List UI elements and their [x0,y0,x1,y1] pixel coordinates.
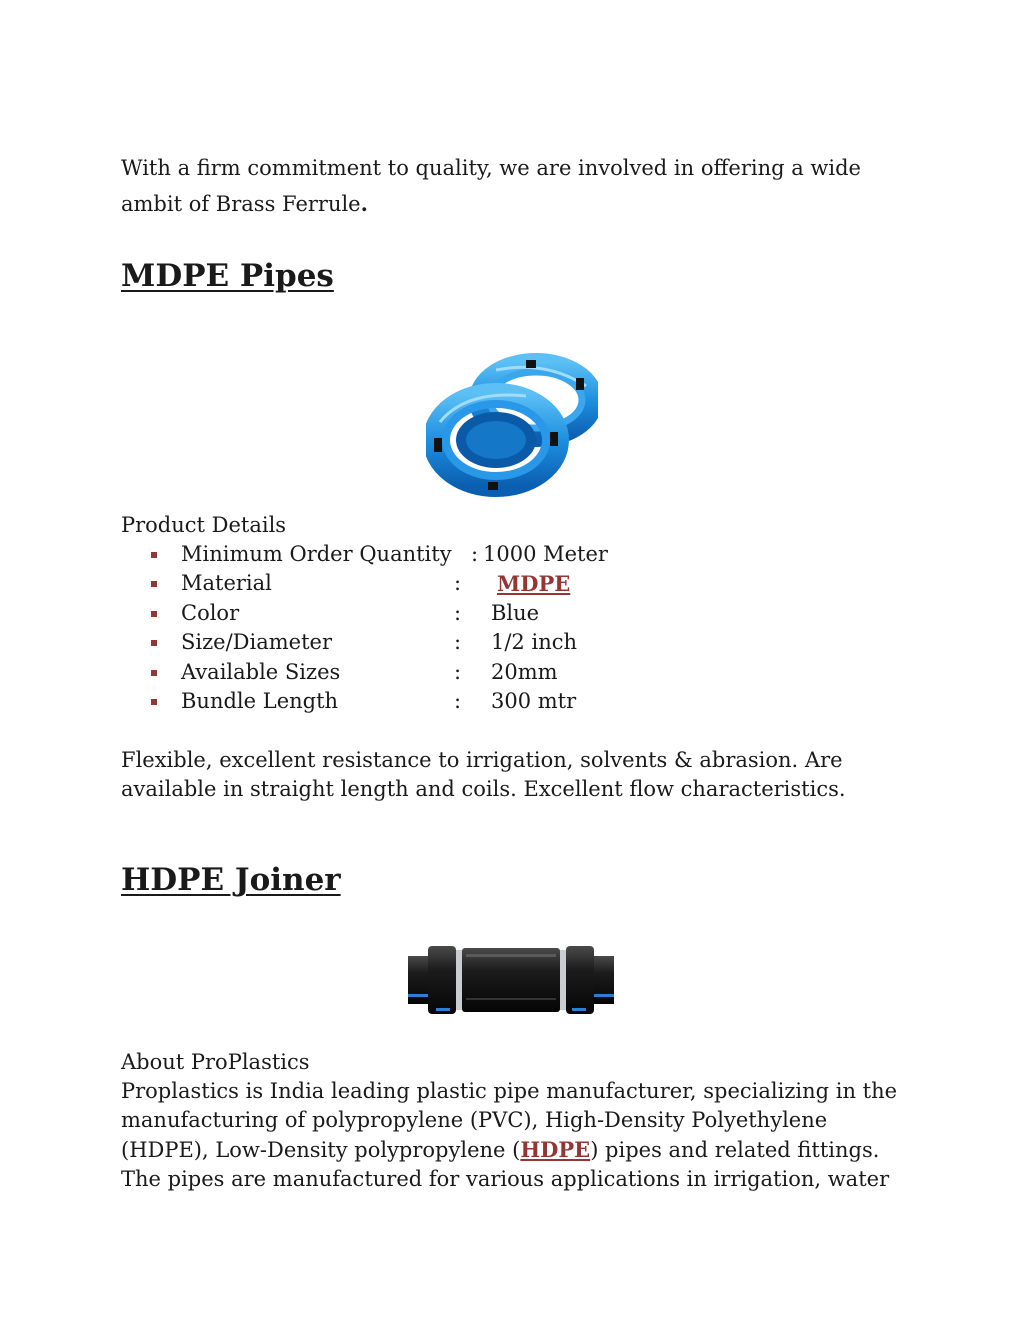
detail-colon: : [454,659,462,684]
detail-row-material [121,569,821,598]
about-title: About ProPlastics [121,1050,310,1074]
about-line-3 [121,1135,911,1165]
bullet-icon [151,670,157,676]
detail-label: Color [181,600,240,625]
pipe-coils-graphic [426,352,598,498]
detail-label: Minimum Order Quantity [181,542,452,566]
about-section [121,1048,911,1194]
mdpe-description-line-1: Flexible, excellent resistance to irrigation, solvents & abrasion. Are [121,748,843,772]
detail-value: Blue [491,600,540,625]
intro-paragraph [121,150,921,222]
detail-row-bundle-length [121,687,821,716]
about-line-3-before: (HDPE), Low-Density polypropylene ( [121,1138,521,1162]
material-mdpe-link[interactable]: MDPE [497,571,571,597]
product-details-title: Product Details [121,513,287,537]
intro-line-2-period: . [360,191,368,216]
detail-label: Material [181,571,272,596]
about-line-1: Proplastics is India leading plastic pipe manufacturer, specializing in the [121,1079,898,1103]
about-line-2: manufacturing of polypropylene (PVC), High-Density Polyethylene [121,1108,828,1132]
mdpe-heading: MDPE Pipes [121,258,334,294]
bullet-icon [151,552,157,558]
about-line-4: The pipes are manufactured for various applications in irrigation, water [121,1167,890,1191]
mdpe-description-line-2: available in straight length and coils. Excellent flow characteristics. [121,777,846,801]
bullet-icon [151,611,157,617]
hdpe-heading: HDPE Joiner [121,862,341,898]
detail-value: 1000 Meter [483,542,608,566]
detail-row-color [121,599,821,628]
blue-pipe-coils-image [426,352,598,498]
detail-colon: : [454,630,462,655]
detail-row-available-sizes [121,658,821,687]
detail-row-size [121,628,821,657]
detail-label: Bundle Length [181,688,339,713]
detail-value: 1/2 inch [491,630,577,655]
bullet-icon [151,581,157,587]
detail-label: Size/Diameter [181,630,332,655]
detail-colon: : [454,600,462,625]
detail-row-min-order [121,540,821,569]
intro-line-2-text: ambit of Brass Ferrule [121,192,361,216]
intro-line-1: With a firm commitment to quality, we are involved in offering a wide [121,156,861,180]
bullet-icon [151,640,157,646]
bullet-icon [151,699,157,705]
product-details [121,511,821,716]
intro-line-2 [121,186,921,222]
mdpe-description [121,746,911,804]
detail-label: Available Sizes [181,659,341,684]
detail-colon: : [454,571,462,596]
black-pipe-joiner-image [406,942,616,1018]
detail-colon: : [454,688,462,713]
about-line-3-after: ) pipes and related fittings. [590,1138,880,1162]
detail-colon: : [471,542,479,566]
pipe-joiner-graphic [406,942,616,1018]
detail-value: 20mm [491,659,558,684]
about-hdpe-link[interactable]: HDPE [520,1137,591,1162]
detail-value: 300 mtr [491,688,577,713]
